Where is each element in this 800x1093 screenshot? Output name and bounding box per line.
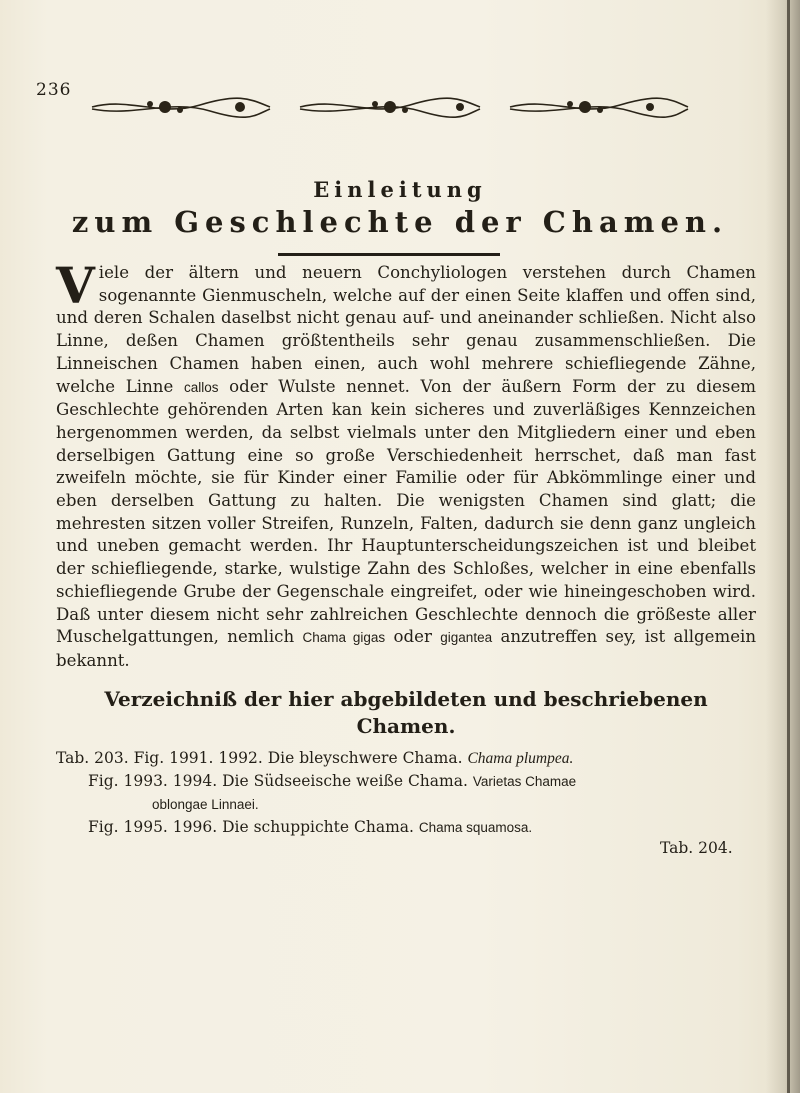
intro-text-part1: iele der ältern und neuern Conchyliologen verstehen durch Chamen sogenannte Gienmuscheln, welche auf der einen Seite klaffen und offen sind, und deren Schalen daselbst nicht genau auf- und aneinander schließen. Nicht also Linne, deßen Chamen größtentheils sehr genau zusammenschließen. Die Linneischen Chamen haben einen, auch wohl mehrere schiefliegende Zähne, welche Linne bbox=[56, 263, 756, 396]
entry-name: Die schuppichte Chama. bbox=[222, 818, 414, 836]
entry-latin: Chama squamosa. bbox=[418, 820, 533, 835]
entry-name: Die bleyschwere Chama. bbox=[267, 749, 463, 767]
intro-text-part4: anzutreffen sey, ist allgemein bekannt. bbox=[56, 627, 757, 670]
drop-cap: V bbox=[56, 256, 95, 315]
list-item-continuation bbox=[56, 793, 756, 816]
list-item bbox=[56, 816, 756, 839]
entry-latin-continued: oblongae Linnaei. bbox=[152, 797, 259, 812]
entry-ref: Tab. 203. Fig. 1991. 1992. bbox=[56, 749, 263, 767]
chapter-subtitle: zum Geschlechte der Chamen. bbox=[71, 205, 729, 239]
catchword: Tab. 204. bbox=[660, 839, 733, 857]
intro-latin-callos: callos bbox=[183, 379, 219, 395]
list-heading: Verzeichniß der hier abgebildeten und beschriebenen Chamen. bbox=[104, 687, 708, 738]
entry-ref: Fig. 1995. 1996. bbox=[88, 818, 218, 836]
page-edge-line bbox=[787, 0, 790, 1093]
chapter-title: Einleitung bbox=[313, 177, 487, 202]
page-edge-shadow bbox=[766, 0, 800, 1093]
title-rule bbox=[278, 253, 500, 256]
intro-text-part2: oder Wulste nennet. Von der äußern Form der zu diesem Geschlechte gehörenden Arten kan kein sicheres und zuverläßiges Kennzeichen hergenommen werden, da selbst vielmals unter den Mitgliedern einer und eben derselbigen Gattung eine so große Verschiedenheit herrschet, daß man fast zweifeln möchte, sie für Kinder einer Familie oder für Abkömmlinge einer und eben derselben Gattung zu halten. Die wenigsten Chamen sind glatt; die mehresten sitzen voller Streifen, Runzeln, Falten, dadurch sie denn ganz ungleich und uneben gemacht werden. Ihr Hauptunterscheidungszeichen ist und bleibet der schiefliegende, starke, wulstige Zahn des Schloßes, welcher in eine ebenfalls schiefliegende Grube der Gegenschale eingreifet, oder wie hineingeschoben wird. Daß unter diesem nicht sehr zahlreichen Geschlechte dennoch die größeste aller Muschelgattungen, nemlich bbox=[56, 376, 756, 647]
species-list bbox=[56, 747, 756, 839]
header-ornament bbox=[90, 95, 690, 119]
entry-name: Die Südseeische weiße Chama. bbox=[222, 772, 468, 790]
entry-latin: Varietas Chamae bbox=[472, 774, 577, 789]
intro-paragraph bbox=[56, 256, 757, 673]
intro-latin-gigas: Chama gigas bbox=[302, 630, 386, 646]
list-item bbox=[56, 770, 756, 793]
list-item bbox=[56, 747, 756, 770]
intro-latin-gigantea: gigantea bbox=[440, 630, 493, 646]
page-number: 236 bbox=[36, 80, 72, 100]
intro-text-part3: oder bbox=[393, 627, 432, 647]
entry-latin: Chama plumpea. bbox=[467, 750, 574, 767]
entry-ref: Fig. 1993. 1994. bbox=[88, 772, 218, 790]
